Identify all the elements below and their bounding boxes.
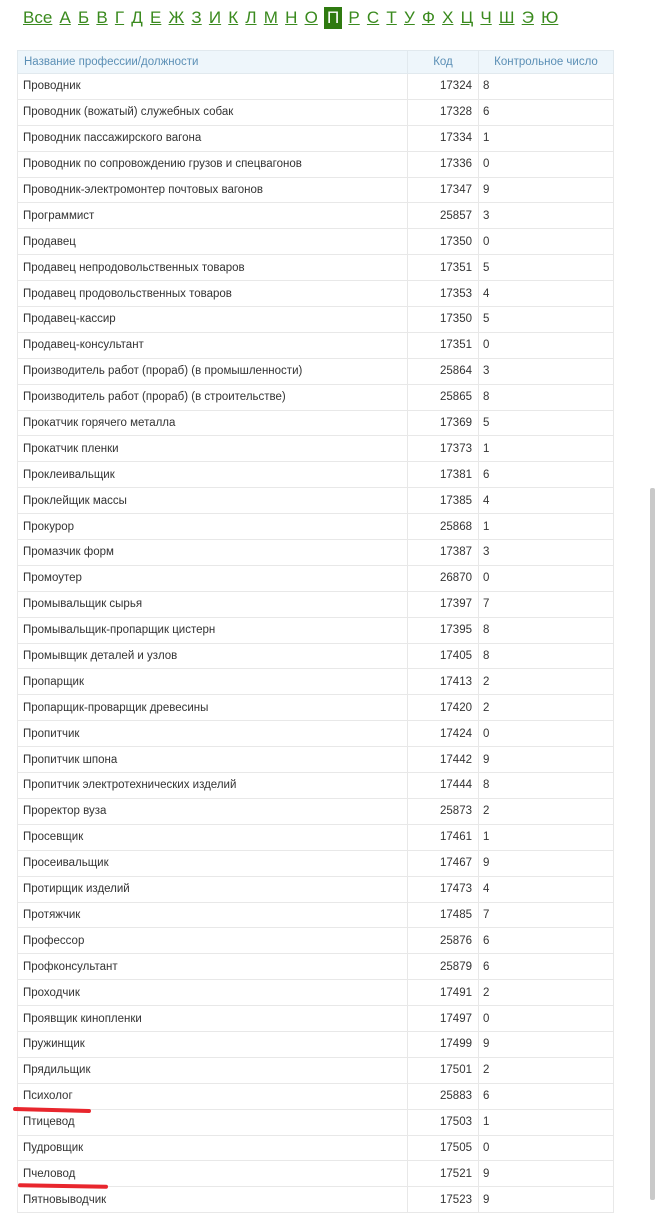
cell-profession-name: Промывщик деталей и узлов [18,643,408,669]
table-row [18,462,614,488]
alphabet-link[interactable]: З [191,8,202,27]
table-row [18,177,614,203]
cell-check-number: 9 [479,747,614,773]
table-row [18,824,614,850]
cell-profession-name: Профессор [18,928,408,954]
cell-check-number: 6 [479,928,614,954]
cell-check-number: 0 [479,332,614,358]
cell-check-number: 4 [479,876,614,902]
cell-profession-name: Проводник по сопровождению грузов и спецвагонов [18,151,408,177]
cell-profession-name: Просевщик [18,824,408,850]
cell-code: 17328 [408,99,479,125]
cell-check-number: 1 [479,436,614,462]
alphabet-link[interactable]: С [366,8,380,27]
cell-code: 17387 [408,540,479,566]
cell-check-number: 0 [479,1006,614,1032]
cell-profession-name: Промывальщик сырья [18,591,408,617]
cell-code: 25873 [408,798,479,824]
table-row [18,436,614,462]
cell-profession-name: Пропарщик [18,669,408,695]
table-row [18,488,614,514]
cell-profession-name: Пропитчик электротехнических изделий [18,773,408,799]
cell-code: 17521 [408,1161,479,1187]
table-row [18,1057,614,1083]
professions-table [17,50,614,1213]
cell-code: 17424 [408,721,479,747]
cell-code: 17444 [408,773,479,799]
cell-check-number: 1 [479,1109,614,1135]
cell-check-number: 2 [479,1057,614,1083]
cell-profession-name: Проводник [18,74,408,100]
table-row [18,643,614,669]
table-row [18,1135,614,1161]
cell-profession-name: Пятновыводчик [18,1187,408,1213]
cell-check-number: 2 [479,980,614,1006]
alphabet-link[interactable]: П [324,7,342,29]
cell-profession-name: Производитель работ (прораб) (в промышленности) [18,358,408,384]
cell-check-number: 3 [479,540,614,566]
cell-profession-name: Протирщик изделий [18,876,408,902]
cell-profession-name: Проводник пассажирского вагона [18,125,408,151]
cell-code: 17405 [408,643,479,669]
table-row [18,384,614,410]
cell-code: 17523 [408,1187,479,1213]
cell-code: 25876 [408,928,479,954]
table-row [18,203,614,229]
cell-profession-name: Пудровщик [18,1135,408,1161]
alphabet-link[interactable]: А [59,8,71,27]
table-row [18,125,614,151]
cell-check-number: 1 [479,125,614,151]
alphabet-link[interactable]: Ц [460,8,474,27]
table-row [18,281,614,307]
cell-profession-name: Продавец непродовольственных товаров [18,255,408,281]
cell-check-number: 5 [479,255,614,281]
cell-code: 17473 [408,876,479,902]
cell-profession-name: Проходчик [18,980,408,1006]
table-header [18,51,614,74]
cell-profession-name: Прядильщик [18,1057,408,1083]
cell-code: 17350 [408,229,479,255]
cell-check-number: 7 [479,902,614,928]
cell-profession-name: Просеивальщик [18,850,408,876]
professions-table-container [17,50,613,1213]
cell-code: 17485 [408,902,479,928]
table-row [18,74,614,100]
column-header-code: Код [408,51,479,74]
alphabet-link[interactable]: Ч [480,8,492,27]
cell-code: 17336 [408,151,479,177]
table-row [18,1083,614,1109]
cell-profession-name: Проректор вуза [18,798,408,824]
table-row [18,876,614,902]
table-row [18,307,614,333]
table-row [18,332,614,358]
alphabet-link[interactable]: Ф [421,8,435,27]
table-row [18,798,614,824]
cell-profession-name: Проводник-электромонтер почтовых вагонов [18,177,408,203]
cell-profession-name: Прокатчик горячего металла [18,410,408,436]
cell-check-number: 8 [479,74,614,100]
cell-check-number: 9 [479,1031,614,1057]
cell-code: 25879 [408,954,479,980]
cell-code: 25868 [408,514,479,540]
cell-code: 17369 [408,410,479,436]
cell-profession-name: Прокурор [18,514,408,540]
table-row [18,721,614,747]
cell-profession-name: Пропарщик-проварщик древесины [18,695,408,721]
cell-code: 17413 [408,669,479,695]
cell-code: 17347 [408,177,479,203]
alphabet-link[interactable]: Т [386,8,397,27]
cell-check-number: 3 [479,203,614,229]
table-row [18,514,614,540]
cell-check-number: 0 [479,1135,614,1161]
alphabet-link-all[interactable]: Все [23,8,53,27]
alphabet-link[interactable]: Ш [498,8,515,27]
table-row [18,954,614,980]
column-header-name: Название профессии/должности [18,51,408,74]
cell-code: 17505 [408,1135,479,1161]
alphabet-link[interactable]: Р [348,8,360,27]
cell-check-number: 0 [479,151,614,177]
alphabet-link[interactable]: В [96,8,108,27]
cell-profession-name: Продавец продовольственных товаров [18,281,408,307]
table-row [18,255,614,281]
cell-code: 17334 [408,125,479,151]
table-row [18,1031,614,1057]
cell-code: 17467 [408,850,479,876]
cell-check-number: 9 [479,1161,614,1187]
cell-code: 17503 [408,1109,479,1135]
cell-code: 17351 [408,255,479,281]
alphabet-link[interactable]: К [228,8,239,27]
alphabet-link[interactable]: Л [245,8,257,27]
cell-check-number: 5 [479,307,614,333]
cell-check-number: 8 [479,643,614,669]
cell-check-number: 8 [479,773,614,799]
table-row [18,902,614,928]
cell-check-number: 0 [479,229,614,255]
scrollbar-thumb[interactable] [650,488,655,1200]
alphabet-link[interactable]: И [208,8,222,27]
table-row [18,1161,614,1187]
table-row [18,980,614,1006]
alphabet-link[interactable]: Н [285,8,298,27]
alphabet-link[interactable]: Ж [168,8,185,27]
cell-code: 25883 [408,1083,479,1109]
cell-check-number: 2 [479,669,614,695]
cell-code: 25864 [408,358,479,384]
cell-check-number: 2 [479,695,614,721]
cell-code: 25857 [408,203,479,229]
alphabet-link[interactable]: О [304,8,318,27]
table-row [18,617,614,643]
alphabet-link[interactable]: Ю [541,8,559,27]
cell-code: 17350 [408,307,479,333]
table-row [18,669,614,695]
cell-code: 17461 [408,824,479,850]
column-header-check: Контрольное число [479,51,614,74]
cell-profession-name: Проклеивальщик [18,462,408,488]
cell-check-number: 6 [479,462,614,488]
cell-code: 17501 [408,1057,479,1083]
table-row [18,928,614,954]
alphabet-link[interactable]: Б [78,8,90,27]
cell-profession-name: Пчеловод [18,1161,408,1187]
cell-code: 17442 [408,747,479,773]
cell-check-number: 6 [479,99,614,125]
alphabet-link[interactable]: Е [150,8,162,27]
table-row [18,540,614,566]
cell-check-number: 6 [479,1083,614,1109]
table-row [18,747,614,773]
table-row [18,229,614,255]
cell-code: 17353 [408,281,479,307]
cell-code: 17395 [408,617,479,643]
cell-profession-name: Профконсультант [18,954,408,980]
cell-check-number: 9 [479,177,614,203]
cell-check-number: 1 [479,514,614,540]
cell-code: 17397 [408,591,479,617]
cell-profession-name: Пружинщик [18,1031,408,1057]
cell-profession-name: Пропитчик шпона [18,747,408,773]
cell-check-number: 9 [479,850,614,876]
cell-check-number: 0 [479,565,614,591]
cell-profession-name: Протяжчик [18,902,408,928]
cell-profession-name: Пропитчик [18,721,408,747]
cell-profession-name: Проводник (вожатый) служебных собак [18,99,408,125]
cell-code: 17497 [408,1006,479,1032]
cell-profession-name: Программист [18,203,408,229]
alphabet-filter [22,6,564,30]
cell-profession-name: Прокатчик пленки [18,436,408,462]
cell-check-number: 4 [479,281,614,307]
cell-check-number: 6 [479,954,614,980]
alphabet-link[interactable]: Д [131,8,143,27]
table-row [18,565,614,591]
cell-check-number: 4 [479,488,614,514]
cell-code: 17491 [408,980,479,1006]
cell-code: 25865 [408,384,479,410]
cell-check-number: 1 [479,824,614,850]
table-row [18,1006,614,1032]
table-row [18,695,614,721]
table-row [18,1109,614,1135]
cell-check-number: 5 [479,410,614,436]
table-row [18,151,614,177]
cell-profession-name: Птицевод [18,1109,408,1135]
cell-code: 17420 [408,695,479,721]
table-body [18,74,614,1213]
cell-check-number: 8 [479,617,614,643]
alphabet-link[interactable]: У [403,8,415,27]
cell-profession-name: Продавец-кассир [18,307,408,333]
cell-code: 17499 [408,1031,479,1057]
cell-profession-name: Производитель работ (прораб) (в строительстве) [18,384,408,410]
table-row [18,773,614,799]
cell-profession-name: Проклейщик массы [18,488,408,514]
table-row [18,591,614,617]
cell-code: 17373 [408,436,479,462]
alphabet-link[interactable]: Х [442,8,454,27]
cell-check-number: 2 [479,798,614,824]
cell-profession-name: Промоутер [18,565,408,591]
table-row [18,410,614,436]
cell-profession-name: Психолог [18,1083,408,1109]
table-row [18,850,614,876]
cell-code: 17351 [408,332,479,358]
cell-profession-name: Проявщик кинопленки [18,1006,408,1032]
cell-code: 26870 [408,565,479,591]
cell-code: 17381 [408,462,479,488]
alphabet-link[interactable]: Г [114,8,125,27]
cell-code: 17324 [408,74,479,100]
cell-check-number: 0 [479,721,614,747]
cell-profession-name: Промывальщик-пропарщик цистерн [18,617,408,643]
cell-profession-name: Продавец-консультант [18,332,408,358]
cell-check-number: 8 [479,384,614,410]
table-row [18,99,614,125]
cell-profession-name: Продавец [18,229,408,255]
table-header-row [18,51,614,74]
alphabet-link[interactable]: М [263,8,278,27]
cell-check-number: 9 [479,1187,614,1213]
cell-check-number: 3 [479,358,614,384]
table-row [18,358,614,384]
cell-profession-name: Промазчик форм [18,540,408,566]
cell-code: 17385 [408,488,479,514]
cell-check-number: 7 [479,591,614,617]
alphabet-link[interactable]: Э [521,8,534,27]
